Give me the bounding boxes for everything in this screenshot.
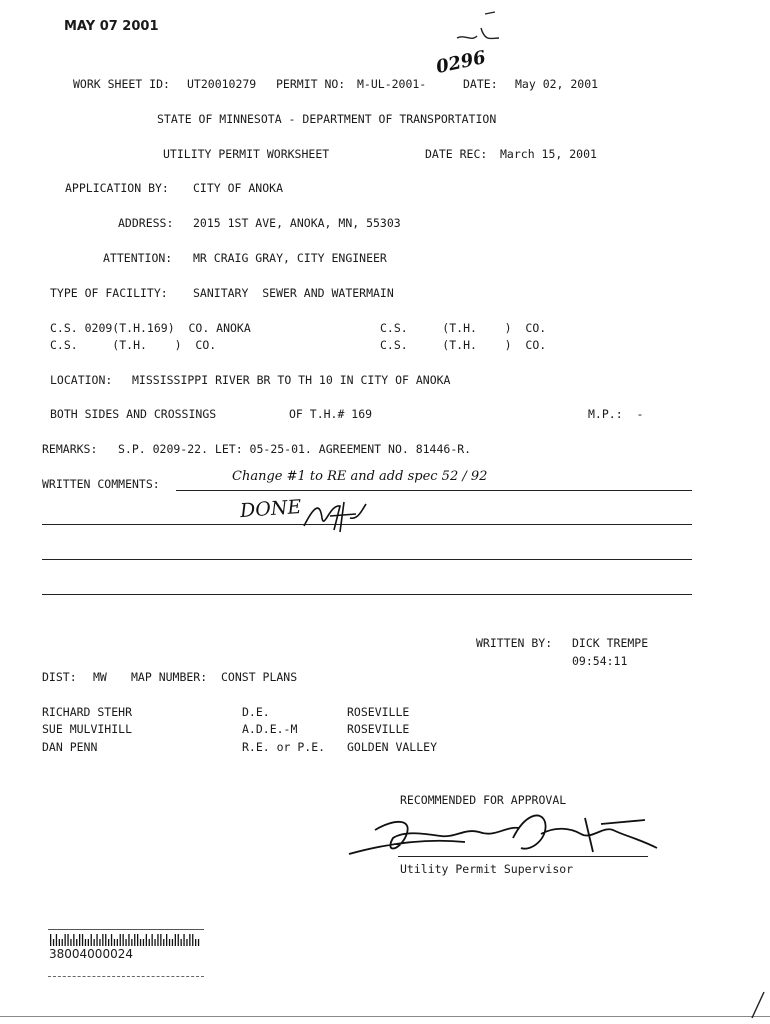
address-label: ADDRESS: bbox=[118, 216, 174, 230]
barcode-bar bbox=[181, 939, 182, 946]
barcode-bar bbox=[166, 934, 167, 946]
barcode-bar bbox=[152, 934, 153, 946]
done-initials bbox=[300, 496, 370, 536]
handwritten-comment: Change #1 to RE and add spec 52 / 92 bbox=[232, 469, 488, 484]
barcode-bar bbox=[111, 934, 112, 946]
barcode-bar bbox=[67, 934, 68, 946]
barcode-bar bbox=[88, 939, 89, 946]
barcode-bar bbox=[123, 934, 124, 946]
recommended-for-approval: RECOMMENDED FOR APPROVAL bbox=[400, 793, 567, 807]
barcode-bar bbox=[143, 939, 144, 946]
barcode-bar bbox=[160, 934, 161, 946]
received-date-stamp: MAY 07 2001 bbox=[64, 19, 159, 34]
barcode-bar bbox=[65, 934, 66, 946]
permit-no: M-UL-2001- bbox=[357, 77, 427, 91]
page-bottom-edge bbox=[0, 1016, 770, 1017]
barcode-bar bbox=[169, 939, 170, 946]
handwritten-done: DONE bbox=[239, 495, 303, 523]
date-received: March 15, 2001 bbox=[500, 147, 597, 161]
barcode-top-rule bbox=[48, 929, 204, 930]
written-by-name: DICK TREMPE bbox=[572, 636, 649, 650]
corner-mark bbox=[748, 990, 768, 1020]
barcode-bar bbox=[53, 939, 54, 946]
supervisor-signature bbox=[345, 808, 660, 868]
barcode-bar bbox=[183, 934, 184, 946]
barcode-bar bbox=[198, 939, 199, 946]
barcode-bar bbox=[186, 939, 187, 946]
written-time: 09:54:11 bbox=[572, 654, 628, 668]
barcode-bar bbox=[82, 934, 83, 946]
facility-type-label: TYPE OF FACILITY: bbox=[50, 286, 168, 300]
barcode-bar bbox=[195, 939, 196, 946]
dist-office-3: GOLDEN VALLEY bbox=[347, 740, 438, 754]
barcode-bar bbox=[73, 934, 74, 946]
attention-label: ATTENTION: bbox=[103, 251, 173, 265]
barcode-bar bbox=[85, 939, 86, 946]
barcode-bar bbox=[120, 934, 121, 946]
application-by-label: APPLICATION BY: bbox=[65, 181, 169, 195]
barcode-bar bbox=[137, 934, 138, 946]
control-section-row1-left: C.S. 0209(T.H.169) CO. ANOKA bbox=[50, 321, 251, 335]
barcode-bar bbox=[163, 939, 164, 946]
barcode-number: 38004000024 bbox=[49, 947, 133, 961]
barcode-bar bbox=[62, 939, 63, 946]
map-number: CONST PLANS bbox=[221, 670, 298, 684]
barcode bbox=[48, 934, 204, 946]
barcode-bar bbox=[149, 939, 150, 946]
location: MISSISSIPPI RIVER BR TO TH 10 IN CITY OF ANOKA bbox=[132, 373, 451, 387]
barcode-bar bbox=[175, 934, 176, 946]
control-section-row2-left: C.S. (T.H. ) CO. bbox=[50, 338, 217, 352]
comment-line-1 bbox=[176, 490, 692, 491]
barcode-bar bbox=[99, 939, 100, 946]
trunk-highway: OF T.H.# 169 bbox=[289, 407, 373, 421]
barcode-bar bbox=[134, 934, 135, 946]
application-by: CITY OF ANOKA bbox=[193, 181, 284, 195]
dist-label: DIST: bbox=[42, 670, 77, 684]
barcode-bar bbox=[59, 939, 60, 946]
dist-name-3: DAN PENN bbox=[42, 740, 98, 754]
barcode-bar bbox=[172, 939, 173, 946]
written-comments-label: WRITTEN COMMENTS: bbox=[42, 477, 160, 491]
worksheet-date: May 02, 2001 bbox=[515, 77, 599, 91]
handwritten-permit-number: 0296 bbox=[434, 47, 488, 78]
barcode-bar bbox=[189, 934, 190, 946]
remarks-label: REMARKS: bbox=[42, 442, 98, 456]
barcode-bar bbox=[79, 934, 80, 946]
dist-office-1: ROSEVILLE bbox=[347, 705, 410, 719]
location-label: LOCATION: bbox=[50, 373, 113, 387]
worksheet-id: UT20010279 bbox=[187, 77, 257, 91]
barcode-bar bbox=[146, 934, 147, 946]
barcode-bar bbox=[94, 939, 95, 946]
comment-line-3 bbox=[42, 559, 692, 560]
location-sides: BOTH SIDES AND CROSSINGS bbox=[50, 407, 217, 421]
barcode-bar bbox=[192, 934, 193, 946]
control-section-row2-right: C.S. (T.H. ) CO. bbox=[380, 338, 547, 352]
barcode-bar bbox=[105, 934, 106, 946]
barcode-bar bbox=[114, 939, 115, 946]
barcode-bar bbox=[96, 934, 97, 946]
dist-role-3: R.E. or P.E. bbox=[242, 740, 326, 754]
worksheet-id-label: WORK SHEET ID: bbox=[73, 77, 170, 91]
dist-value: MW bbox=[93, 670, 107, 684]
date-rec-label: DATE REC: bbox=[425, 147, 488, 161]
permit-no-label: PERMIT NO: bbox=[276, 77, 346, 91]
barcode-bar bbox=[76, 939, 77, 946]
dist-role-2: A.D.E.-M bbox=[242, 722, 298, 736]
date-label: DATE: bbox=[463, 77, 498, 91]
signature-line bbox=[398, 856, 648, 857]
attention: MR CRAIG GRAY, CITY ENGINEER bbox=[193, 251, 387, 265]
dist-role-1: D.E. bbox=[242, 705, 270, 719]
barcode-bar bbox=[154, 939, 155, 946]
comment-line-4 bbox=[42, 594, 692, 595]
barcode-bar bbox=[70, 939, 71, 946]
scribble-mark bbox=[455, 8, 515, 48]
mile-post: M.P.: - bbox=[588, 407, 644, 421]
page-title: UTILITY PERMIT WORKSHEET bbox=[163, 147, 330, 161]
barcode-bar bbox=[108, 939, 109, 946]
barcode-bar bbox=[128, 934, 129, 946]
barcode-bar bbox=[125, 939, 126, 946]
barcode-bar bbox=[131, 939, 132, 946]
barcode-bar bbox=[50, 934, 51, 946]
barcode-bar bbox=[56, 934, 57, 946]
dist-name-2: SUE MULVIHILL bbox=[42, 722, 133, 736]
written-by-label: WRITTEN BY: bbox=[476, 636, 553, 650]
control-section-row1-right: C.S. (T.H. ) CO. bbox=[380, 321, 547, 335]
barcode-bar bbox=[91, 934, 92, 946]
barcode-bar bbox=[157, 934, 158, 946]
barcode-bar bbox=[102, 934, 103, 946]
barcode-bar bbox=[178, 934, 179, 946]
signer-title: Utility Permit Supervisor bbox=[400, 862, 574, 876]
facility-type: SANITARY SEWER AND WATERMAIN bbox=[193, 286, 394, 300]
dist-name-1: RICHARD STEHR bbox=[42, 705, 133, 719]
dist-office-2: ROSEVILLE bbox=[347, 722, 410, 736]
barcode-bar bbox=[117, 939, 118, 946]
map-number-label: MAP NUMBER: bbox=[131, 670, 208, 684]
address: 2015 1ST AVE, ANOKA, MN, 55303 bbox=[193, 216, 401, 230]
agency-name: STATE OF MINNESOTA - DEPARTMENT OF TRANSPORTATION bbox=[157, 112, 497, 126]
barcode-bar bbox=[140, 939, 141, 946]
barcode-bottom-rule bbox=[48, 976, 204, 977]
remarks: S.P. 0209-22. LET: 05-25-01. AGREEMENT NO. 81446-R. bbox=[118, 442, 472, 456]
